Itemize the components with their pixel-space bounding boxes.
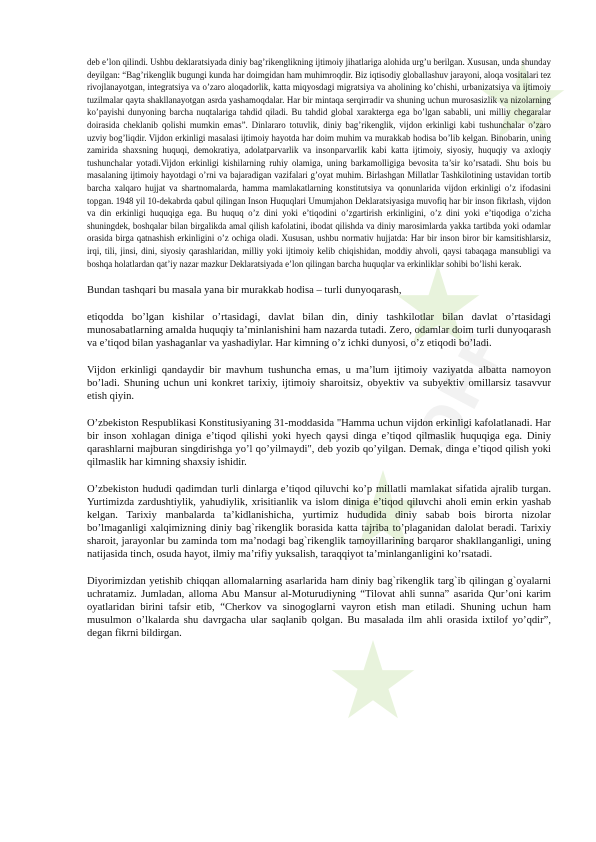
paragraph: O’zbekiston hududi qadimdan turli dinlarga e’tiqod qiluvchi ko’p millatli mamlakat sifatida ajralib turgan. Yurtimizda zardushtiylik, yahudiylik, xrisitianlik va islom diniga e’tiqod qiluvchi aholi emin erkin yashab kelgan. Tarixiy manbalarda ta’kidlanishicha, yurtimiz hududida diniy sabab bois birorta nizolar bo’lmaganligi xalqimizning diniy bag`rikenglik borasida katta tajriba to’plaganidan dalolat beradi. Tarixiy sharoit, jarayonlar bu zaminda tom ma’nodagi bag`rikenglik tamoyillarining barqaror shakllanganligi, uning natijasida tinch, osuda hayot, ilmiy ma’rifiy yuksalish, taraqqiyot ta’minlanganligini ko’rsatadi. [87, 484, 551, 561]
paragraph: Diyorimizdan yetishib chiqqan allomalarning asarlarida ham diniy bag`rikenglik targ`ib qilingan g`oyalarni uchratamiz. Jumladan, alloma Abu Mansur al-Moturudiyning “Tilovat ahli sunna” asarida Qur’oni karim oyatlaridan birini tafsir etib, “Cherkov va sinogoglarni vayron etish man etiladi. Shuning uchun ham musulmon o’lkalarda shu davrgacha ular saqlanib qolgan. Bu masalada ilm ahli orasida ixtilof yo’qdir”, degan fikrni bildirgan. [87, 576, 551, 640]
document-body [87, 56, 551, 640]
watermark-star-icon [330, 640, 416, 726]
paragraph: Vijdon erkinligi qandaydir bir mavhum tushuncha emas, u ma’lum ijtimoiy vaziyatda albatta namoyon bo’ladi. Shuning uchun uni konkret tarixiy, ijtimoiy sharoitsiz, obyektiv va subyektiv omillarsiz tasavvur etish qiyin. [87, 365, 551, 403]
paragraph: Bundan tashqari bu masala yana bir murakkab hodisa – turli dunyoqarash, [87, 285, 402, 297]
watermark-mark: OFF [405, 321, 521, 462]
paragraph: etiqodda bo’lgan kishilar o’rtasidagi, davlat bilan din, diniy tashkilotlar bilan davlat o’rtasidagi munosabatlarning amalda huquqiy ta’minlanishini ham nazarda tutadi. Zero, odamlar doim turli dunyoqarash va e’tiqod bilan yashaganlar va yashadiylar. Har kimning o’z ichki dunyosi, o’z etiqodi bo’ladi. [87, 312, 551, 350]
paragraph: deb e’lon qilindi. Ushbu deklaratsiyada diniy bag’rikenglikning ijtimoiy jihatlariga alohida urg’u berilgan. Xususan, unda shunday deyilgan: “Bag’rikenglik bugungi kunda har doimgidan ham muhimroqdir. Biz iqtisodiy globallashuv jarayoni, aloqa vositalari tez rivojlanayotgan, integratsiya va o’zaro aloqadorlik, katta miqyosdagi migratsiya va aholining ko’chishi, urbanizatsiya va ijtimoiy tuzilmalar qayta shakllanayotgan asrda yashamoqdalar. Har bir mintaqa serqirradir va shuning uchun murosasizlik va nizolarning ko’payishi dunyoning barcha nuqtalariga tahdid qiladi. Bu tahdid global xarakterga ega bo’lgan sababli, uni milliy chegaralar doirasida cheklanib qolishi mumkin emas”. Dinlararo totuvlik, diniy bag’rikenglik, vijdon erkinligi kabi tushunchalar o’zaro uzviy bog’liqdir. Vijdon erkinligi masalasi ijtimoiy hayotda har doim muhim va murakkab hodisa bo’lib kelgan. Binobarin, uning zamirida shaxsning huquqi, demokratiya, adolatparvarlik va insonparvarlik kabi katta ijtimoiy, siyosiy, huquqiy va axloqiy tushunchalar yotadi.Vijdon erkinligi kishilarning ruhiy olamiga, uning barkamolligiga bevosita ta’sir ko’rsatadi. Shu bois bu masalaning ijtimoiy hayotdagi o’rni va bajaradigan vazifalari g’oyat muhim. Birlashgan Millatlar Tashkilotining ustavidan tortib barcha xalqaro hujjat va shartnomalarda, hamma mamlakatlarning konstitutsiya va qonunlarida vijdon erkinligi o’z ifodasini topgan. 1948 yil 10-dekabrda qabul qilingan Inson Huquqlari Umumjahon Deklaratsiyasiga muvofiq har bir inson fikrlash, vijdon va din erkinligi huquqiga ega. Bu huquq o’z dini yoki e’tiqodini o’zgartirish erkinligini, o’z dini yoki e’tiqodiga o’zicha shuningdek, boshqalar bilan birgalikda amal qilish kafolatini, ibodat qilishda va diniy marosimlarda yakka tartibda yoki odamlar orasida birga qatnashish erkinligini o’z ochiga oladi. Xususan, ushbu normativ hujjatda: Har bir inson biror bir kamsitishlarsiz, irqi, tili, jinsi, dini, siyosiy qarashlaridan, milliy yoki ijtimoiy kelib chiqishidan, moddiy ahvoli, qaysi tabaqaga mansubligi va boshqa holatlardan qat’iy nazar mazkur Deklaratsiyada e’lon qilingan barcha huquqlar va erkinliklar sohibi bo’lishi kerak. [87, 57, 551, 269]
paragraph: O’zbekiston Respublikasi Konstitusiyaning 31-moddasida "Hamma uchun vijdon erkinligi kafolatlanadi. Har bir inson xohlagan diniga e’tiqod qilishi yoki hyech qaysi dinga e’tiqod qilmaslik huquqiga ega. Diniy qarashlarni majburan singdirishga yo’l qo’yilmaydi", deb yozib qo’yilgan. Demak, dinga e’tiqod qilish yoki qilmaslik har kimning shaxsiy ishidir. [87, 418, 551, 469]
